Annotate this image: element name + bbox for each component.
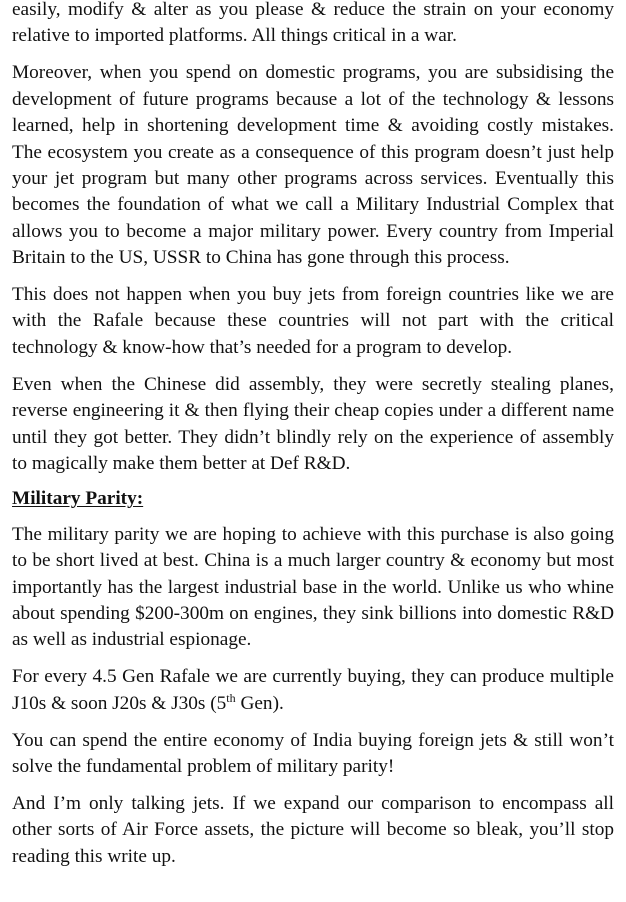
superscript-th: th bbox=[226, 690, 236, 705]
rafale-text-start: For every 4.5 Gen Rafale we are currently buying, they can produce multiple J10s & soon J20s & J30s (5 bbox=[12, 666, 614, 714]
document-page bbox=[12, 0, 614, 881]
paragraph-air-force-assets: And I’m only talking jets. If we expand our comparison to encompass all other sorts of Air Force assets, the picture will become so bleak, you’ll stop reading this write up. bbox=[12, 792, 614, 867]
paragraph-chinese-assembly: Even when the Chinese did assembly, they were secretly stealing planes, reverse engineering it & then flying their cheap copies under a different name until they got better. They didn’t blindly rely on the experience of assembly to magically make them better at Def R&D. bbox=[12, 373, 614, 474]
paragraph-foreign-jets: This does not happen when you buy jets from foreign countries like we are with the Rafale because these countries will not part with the critical technology & know-how that’s needed for a program to develop. bbox=[12, 284, 614, 358]
paragraph-rafale-comparison bbox=[12, 664, 614, 717]
paragraph-domestic-programs: Moreover, when you spend on domestic programs, you are subsidising the development of future programs because a lot of the technology & lessons learned, help in shortening development time & avoiding costly mistakes. The ecosystem you create as a consequence of this program doesn’t just help your jet program but many other programs across services. Eventually this becomes the foundation of what we call a Military Industrial Complex that allows you to become a major military power. Every country from Imperial Britain to the US, USSR to China has gone through this process. bbox=[12, 62, 614, 269]
paragraph-economy-of-india: You can spend the entire economy of India buying foreign jets & still won’t solve the fundamental problem of military parity! bbox=[12, 729, 614, 778]
paragraph-military-parity: The military parity we are hoping to achieve with this purchase is also going to be short lived at best. China is a much larger country & economy but most importantly has the largest industrial base in the world. Unlike us who whine about spending $200-300m on engines, they sink billions into domestic R&D as well as industrial espionage. bbox=[12, 523, 614, 651]
paragraph-domestic-platforms: easily, modify & alter as you please & reduce the strain on your economy relative to imported platforms. All things critical in a war. bbox=[12, 0, 614, 47]
rafale-text-end: Gen). bbox=[235, 692, 284, 714]
section-heading-military-parity: Military Parity: bbox=[12, 488, 144, 510]
